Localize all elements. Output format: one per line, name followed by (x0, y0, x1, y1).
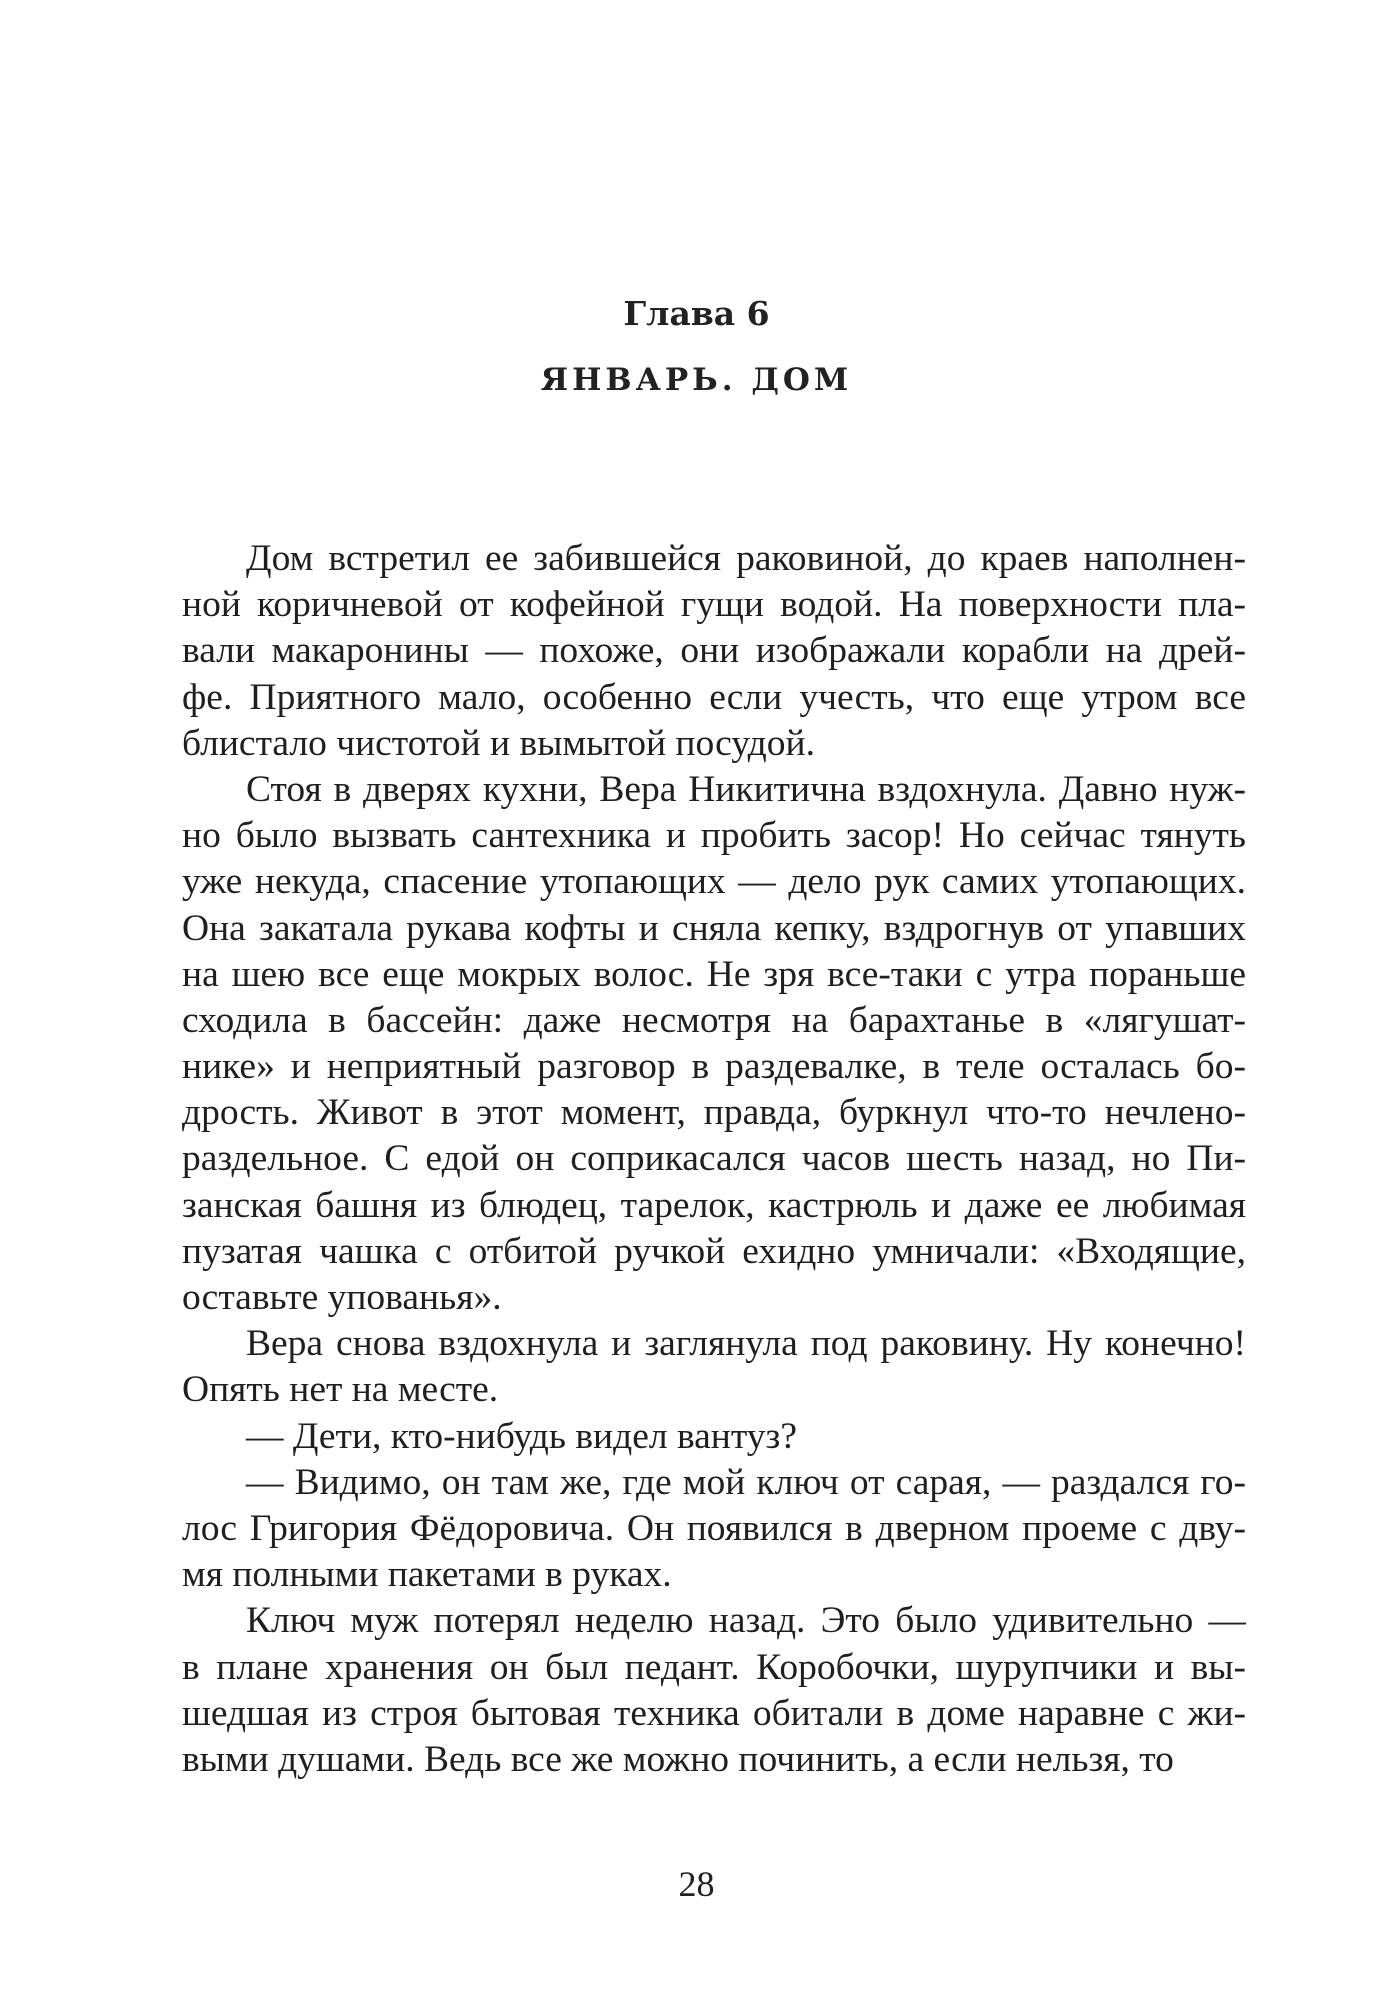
text-line: Опять нет на месте. (182, 1369, 499, 1411)
text-line: выми душами. Ведь все же можно починить, а если нельзя, то (182, 1738, 1174, 1780)
text-line: но было вызвать сантехника и пробить засор! Но сейчас тянуть (182, 815, 1246, 857)
text-line: мя полными пакетами в руках. (182, 1554, 672, 1596)
text-line: Дом встретил ее забившейся раковиной, до краев наполнен- (246, 538, 1246, 579)
text-line: Стоя в дверях кухни, Вера Никитична вздохнула. Давно нуж- (246, 768, 1246, 810)
text-line: вали макаронины — похоже, они изображали корабли на дрей- (182, 630, 1246, 672)
text-line: — Видимо, он там же, где мой ключ от сарая, — раздался го- (246, 1461, 1246, 1503)
text-line: нике» и неприятный разговор в раздевалке, в теле осталась бо- (182, 1046, 1246, 1088)
text-line: Ключ муж потерял неделю назад. Это было удивительно — (246, 1600, 1246, 1642)
text-line: ной коричневой от кофейной гущи водой. На поверхности пла- (182, 584, 1246, 626)
page-number: 28 (678, 1864, 715, 1904)
text-line: шедшая из строя бытовая техника обитали в доме наравне с жи- (182, 1692, 1246, 1734)
text-line: сходила в бассейн: даже несмотря на барахтанье в «лягушат- (182, 999, 1246, 1041)
text-line: — Дети, кто-нибудь видел вантуз? (246, 1415, 797, 1457)
text-line: уже некуда, спасение утопающих — дело рук самих утопающих. (182, 861, 1246, 903)
paragraph (182, 1460, 1246, 1599)
text-line: занская башня из блюдец, тарелок, кастрюль и даже ее любимая (182, 1184, 1246, 1226)
paragraph (182, 536, 1246, 767)
text-line: Она закатала рукава кофты и сняла кепку, вздрогнув от упавших (182, 907, 1246, 949)
paragraph (182, 1414, 1246, 1460)
chapter-title: ЯНВАРЬ. ДОМ (540, 362, 853, 398)
text-line: пузатая чашка с отбитой ручкой ехидно умничали: «Входящие, (182, 1230, 1246, 1272)
text-line: блистало чистотой и вымытой посудой. (182, 722, 815, 764)
text-line: Вера снова вздохнула и заглянула под раковину. Ну конечно! (246, 1323, 1246, 1365)
paragraph (182, 1321, 1246, 1413)
text-line: на шею все еще мокрых волос. Не зря все-таки с утра пораньше (182, 953, 1246, 995)
text-line: фе. Приятного мало, особенно если учесть, что еще утром все (182, 676, 1246, 718)
paragraph (182, 767, 1246, 1321)
text-line: оставьте упованья». (182, 1277, 502, 1318)
text-line: дрость. Живот в этот момент, правда, буркнул что-то нечлено- (182, 1092, 1246, 1134)
body-text (182, 536, 1246, 1783)
paragraph (182, 1598, 1246, 1783)
chapter-number: Глава 6 (623, 294, 770, 333)
text-line: лос Григория Фёдоровича. Он появился в дверном проеме с дву- (182, 1507, 1246, 1549)
text-line: раздельное. С едой он соприкасался часов шесть назад, но Пи- (182, 1138, 1246, 1180)
text-line: в плане хранения он был педант. Коробочки, шурупчики и вы- (182, 1646, 1246, 1688)
